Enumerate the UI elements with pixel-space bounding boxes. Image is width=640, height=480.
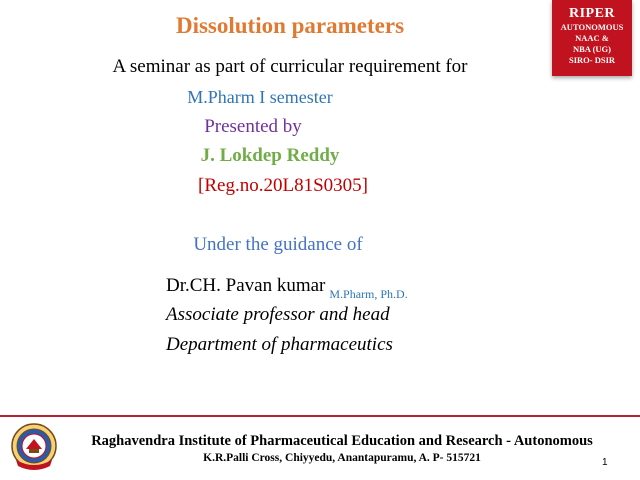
course-name: M.Pharm I semester bbox=[187, 87, 333, 107]
guide-department: Department of pharmaceutics bbox=[166, 334, 393, 355]
institute-name: Raghavendra Institute of Pharmaceutical Education and Research - Autonomous bbox=[91, 433, 593, 449]
badge-line-autonomous: AUTONOMOUS bbox=[560, 22, 624, 32]
institute-emblem-icon bbox=[10, 422, 58, 470]
badge-line-nba: NBA (UG) bbox=[572, 44, 611, 54]
badge-line-siro: SIRO- DSIR bbox=[568, 55, 616, 65]
badge-line-naac: NAAC & bbox=[575, 33, 609, 43]
riper-badge bbox=[552, 0, 632, 76]
seminar-intro: A seminar as part of curricular requirement for bbox=[112, 56, 468, 77]
slide-title: Dissolution parameters bbox=[175, 13, 405, 38]
guide-designation: Associate professor and head bbox=[166, 304, 390, 325]
guide-line bbox=[166, 275, 408, 301]
institute-address: K.R.Palli Cross, Chiyyedu, Anantapuramu, A. P- 515721 bbox=[203, 452, 481, 464]
footer-divider bbox=[0, 415, 640, 417]
guidance-label: Under the guidance of bbox=[193, 234, 363, 255]
page-number: 1 bbox=[602, 457, 608, 468]
badge-title: RIPER bbox=[568, 6, 616, 21]
presented-by-label: Presented by bbox=[204, 116, 302, 137]
guide-degree: M.Pharm, Ph.D. bbox=[329, 287, 408, 301]
presenter-name: J. Lokdep Reddy bbox=[200, 145, 340, 166]
guide-name: Dr.CH. Pavan kumar bbox=[166, 275, 326, 296]
registration-number: [Reg.no.20L81S0305] bbox=[198, 175, 368, 196]
